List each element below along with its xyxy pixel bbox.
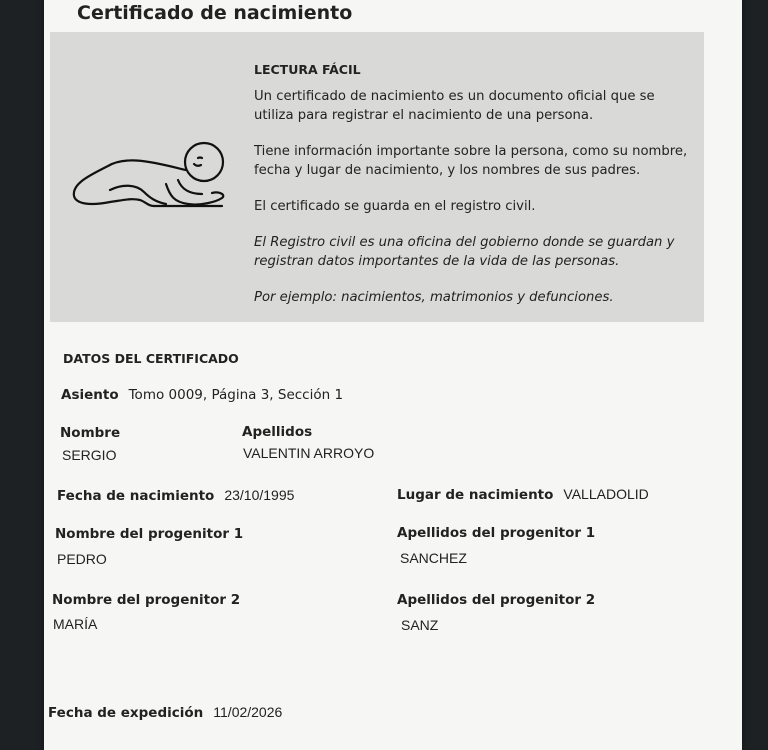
apellidos-label: Apellidos xyxy=(242,424,313,440)
progenitor2-apellidos-value: SANZ xyxy=(401,617,439,633)
progenitor2-nombre-label: Nombre del progenitor 2 xyxy=(52,592,241,608)
certificate-paper xyxy=(44,0,742,750)
nombre-value: SERGIO xyxy=(62,447,117,463)
easy-read-paragraph: El certificado se guarda en el registro civil. xyxy=(254,199,536,214)
easy-read-italic-paragraph: Por ejemplo: nacimientos, matrimonios y defunciones. xyxy=(254,290,614,305)
easy-read-italic-paragraph: El Registro civil es una oficina del gobierno donde se guardan y registran datos importantes de la vida de las personas. xyxy=(254,235,675,269)
lugar-nacimiento-value: VALLADOLID xyxy=(563,486,649,502)
easy-read-box xyxy=(50,32,704,322)
easy-read-paragraph: Un certificado de nacimiento es un documento oficial que se utiliza para registrar el nacimiento de una persona. xyxy=(254,89,655,123)
sleeping-baby-icon xyxy=(70,140,240,220)
easy-read-heading: LECTURA FÁCIL xyxy=(254,62,361,77)
progenitor1-nombre-value: PEDRO xyxy=(57,551,107,567)
fecha-expedicion-label xyxy=(48,704,282,721)
progenitor2-nombre-value: MARÍA xyxy=(53,616,98,632)
fecha-expedicion-value: 11/02/2026 xyxy=(213,704,283,720)
easy-read-paragraph: Tiene información importante sobre la persona, como su nombre, fecha y lugar de nacimiento, y los nombres de sus padres. xyxy=(254,144,688,178)
apellidos-value: VALENTIN ARROYO xyxy=(243,445,375,461)
fecha-nacimiento-label xyxy=(57,487,294,504)
asiento-label xyxy=(61,387,343,403)
progenitor2-apellidos-label: Apellidos del progenitor 2 xyxy=(397,592,596,608)
progenitor1-nombre-label: Nombre del progenitor 1 xyxy=(55,526,244,542)
lugar-nacimiento-label-text: Lugar de nacimiento xyxy=(397,487,554,503)
lugar-nacimiento-label xyxy=(397,486,649,503)
asiento-value: Tomo 0009, Página 3, Sección 1 xyxy=(128,387,344,403)
easy-read-text xyxy=(254,60,694,324)
progenitor1-apellidos-value: SANCHEZ xyxy=(400,550,467,566)
progenitor1-apellidos-label: Apellidos del progenitor 1 xyxy=(397,525,596,541)
document-title: Certificado de nacimiento xyxy=(77,2,353,24)
nombre-label: Nombre xyxy=(60,425,121,441)
fecha-nacimiento-value: 23/10/1995 xyxy=(224,487,295,503)
fecha-expedicion-label-text: Fecha de expedición xyxy=(48,705,204,721)
certificate-data-heading: DATOS DEL CERTIFICADO xyxy=(63,351,239,366)
asiento-label-text: Asiento xyxy=(61,387,119,403)
fecha-nacimiento-label-text: Fecha de nacimiento xyxy=(57,488,215,504)
